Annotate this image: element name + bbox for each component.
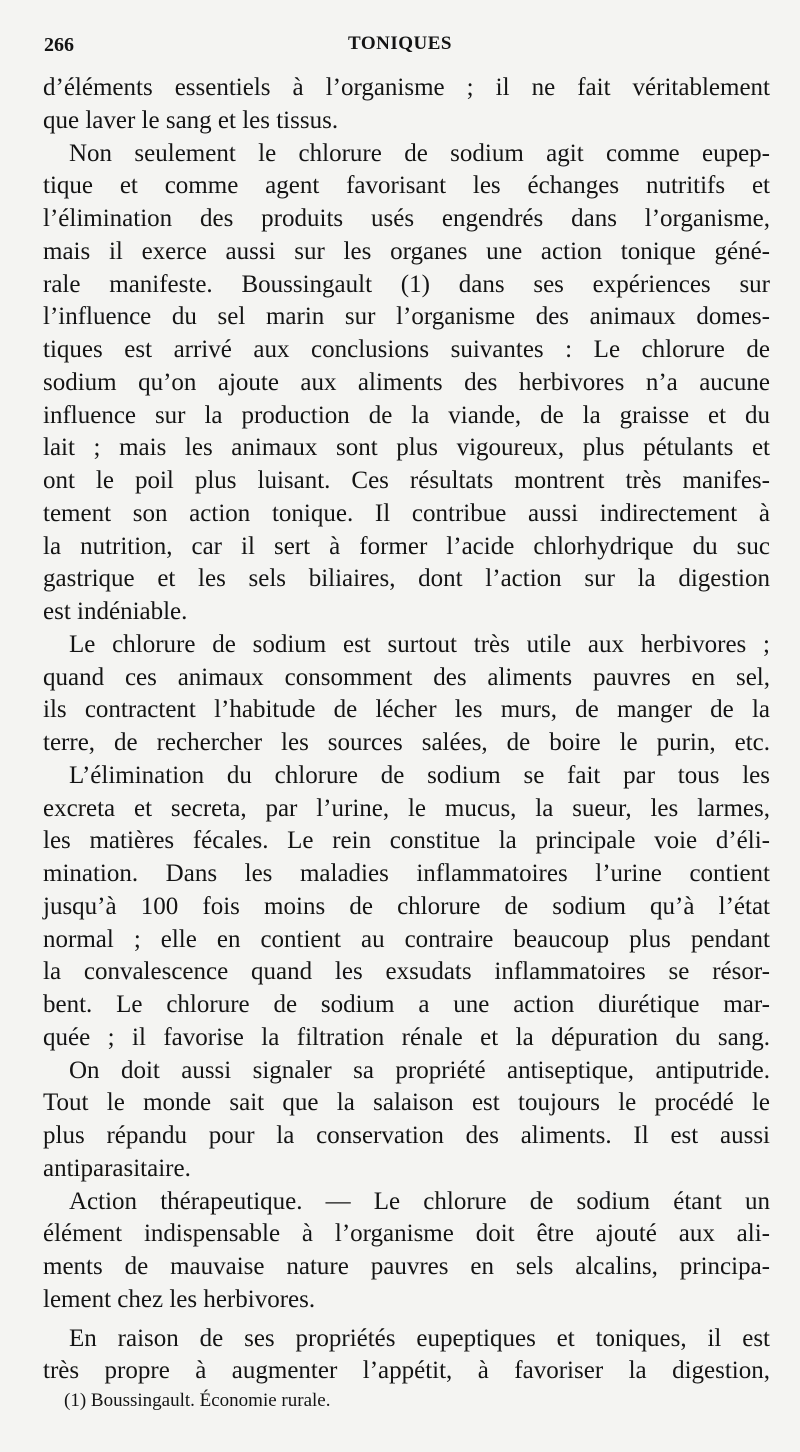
text-line: sodium qu’on ajoute aux aliments des herbivores n’a aucune xyxy=(43,368,770,396)
text-line: jusqu’à 100 fois moins de chlorure de sodium qu’à l’état xyxy=(43,892,770,920)
text-line: quée ; il favorise la filtration rénale et la dépuration du sang. xyxy=(43,1023,770,1051)
running-head: TONIQUES xyxy=(348,33,452,54)
text-line: la convalescence quand les exsudats inflammatoires se résor- xyxy=(43,958,770,986)
text-line: lement chez les herbivores. xyxy=(43,1285,316,1313)
text-line: En raison de ses propriétés eupeptiques et toniques, il est xyxy=(69,1324,770,1352)
text-line: mais il exerce aussi sur les organes une action tonique géné- xyxy=(43,237,770,265)
text-line: tiques est arrivé aux conclusions suivantes : Le chlorure de xyxy=(43,336,770,363)
text-line: mination. Dans les maladies inflammatoires l’urine contient xyxy=(43,860,770,887)
text-line: antiparasitaire. xyxy=(43,1154,191,1182)
text-line: Non seulement le chlorure de sodium agit comme eupep- xyxy=(69,139,770,167)
text-line: gastrique et les sels biliaires, dont l’action sur la digestion xyxy=(43,565,770,593)
text-line: normal ; elle en contient au contraire beaucoup plus pendant xyxy=(43,925,770,953)
text-line: Tout le monde sait que la salaison est toujours le procédé le xyxy=(43,1089,770,1117)
text-line: est indéniable. xyxy=(43,598,188,625)
text-line: très propre à augmenter l’appétit, à favoriser la digestion, xyxy=(43,1357,770,1385)
footnote: (1) Boussingault. Économie rurale. xyxy=(64,1390,331,1411)
text-line: tement son action tonique. Il contribue aussi indirectement à xyxy=(43,499,770,527)
text-line: plus répandu pour la conservation des aliments. Il est aussi xyxy=(43,1122,770,1149)
text-line: Action thérapeutique. — Le chlorure de sodium étant un xyxy=(69,1187,770,1215)
text-line: rale manifeste. Boussingault (1) dans ses expériences sur xyxy=(43,270,770,298)
text-line: terre, de rechercher les sources salées, de boire le purin, etc. xyxy=(43,729,770,756)
text-line: bent. Le chlorure de sodium a une action diurétique mar- xyxy=(43,991,770,1018)
page-number: 266 xyxy=(44,34,74,56)
text-line: Le chlorure de sodium est surtout très utile aux herbivores ; xyxy=(69,630,770,658)
text-line: quand ces animaux consomment des aliments pauvres en sel, xyxy=(43,663,770,691)
text-line: L’élimination du chlorure de sodium se fait par tous les xyxy=(69,761,770,789)
text-line: On doit aussi signaler sa propriété antiseptique, antiputride. xyxy=(69,1056,770,1084)
body-text xyxy=(43,72,770,1388)
text-line: ments de mauvaise nature pauvres en sels alcalins, principa- xyxy=(43,1253,770,1280)
text-line: l’influence du sel marin sur l’organisme des animaux domes- xyxy=(43,303,770,331)
text-line: ils contractent l’habitude de lécher les murs, de manger de la xyxy=(43,696,770,724)
text-line: la nutrition, car il sert à former l’acide chlorhydrique du suc xyxy=(43,532,770,560)
text-line: influence sur la production de la viande, de la graisse et du xyxy=(43,401,770,429)
text-line: lait ; mais les animaux sont plus vigoureux, plus pétulants et xyxy=(43,434,770,462)
text-line: l’élimination des produits usés engendrés dans l’organisme, xyxy=(43,205,770,232)
text-line: excreta et secreta, par l’urine, le mucus, la sueur, les larmes, xyxy=(43,794,770,822)
text-line: les matières fécales. Le rein constitue la principale voie d’éli- xyxy=(43,827,770,855)
text-line: que laver le sang et les tissus. xyxy=(43,106,339,134)
text-line: ont le poil plus luisant. Ces résultats montrent très manifes- xyxy=(43,467,770,494)
text-line: tique et comme agent favorisant les échanges nutritifs et xyxy=(43,172,770,200)
text-line: d’éléments essentiels à l’organisme ; il ne fait véritablement xyxy=(43,74,770,101)
text-line: élément indispensable à l’organisme doit être ajouté aux ali- xyxy=(43,1220,770,1248)
